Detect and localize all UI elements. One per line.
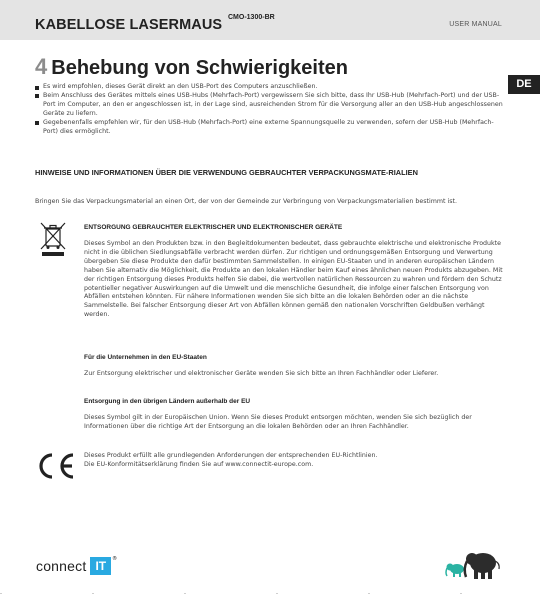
- product-title: KABELLOSE LASERMAUS: [35, 17, 223, 33]
- section-title: [35, 54, 348, 80]
- section-title-text: Behebung von Schwierigkeiten: [51, 57, 348, 79]
- packaging-heading: HINWEISE UND INFORMATIONEN ÜBER DIE VERWENDUNG GEBRAUCHTER VERPACKUNGSMATE-RIALIEN: [35, 168, 418, 177]
- logo-text: connect: [36, 558, 87, 574]
- logo-box: IT: [90, 557, 111, 575]
- ce-statement-line: Die EU-Konformitätserklärung finden Sie auf www.connectit-europe.com.: [84, 460, 314, 468]
- list-item: Es wird empfohlen, dieses Gerät direkt an den USB-Port des Computers anzuschließen.: [35, 83, 505, 92]
- manual-label: USER MANUAL: [449, 21, 502, 28]
- connect-it-logo: [36, 556, 117, 576]
- troubleshooting-list: [35, 83, 505, 136]
- section-number: 4: [35, 54, 48, 79]
- disposal-heading: ENTSORGUNG GEBRAUCHTER ELEKTRISCHER UND ELEKTRONISCHER GERÄTE: [84, 224, 343, 231]
- packaging-paragraph: Bringen Sie das Verpackungsmaterial an einen Ort, der von der Gemeinde zur Verbringung von Verpackungsmaterialien bestimmt ist.: [35, 198, 457, 205]
- registered-mark: ®: [112, 556, 118, 562]
- language-badge: DE: [508, 75, 540, 94]
- list-item: Gegebenenfalls empfehlen wir, für den USB-Hub (Mehrfach-Port) eine externe Spannungsquelle zu verwenden, sofern der USB-Hub (Mehrfach-Port) dies ermöglicht.: [35, 119, 505, 137]
- product-model: CMO-1300-BR: [228, 14, 275, 21]
- weee-crossed-bin-icon: [38, 220, 68, 258]
- non-eu-paragraph: Dieses Symbol gilt in der Europäischen Union. Wenn Sie dieses Produkt entsorgen möchten, wenden Sie sich bezüglich der Informationen über die richtige Art der Entsorgung an die lokalen Behörden oder an Ihren Fachhändler.: [84, 414, 472, 430]
- eu-companies-paragraph: Zur Entsorgung elektrischer und elektronischer Geräte wenden Sie sich bitte an Ihren Fachhändler oder Lieferer.: [84, 370, 439, 377]
- elephant-logo-icon: [445, 547, 505, 581]
- ce-statement-line: Dieses Produkt erfüllt alle grundlegenden Anforderungen der entsprechenden EU-Richtlinien.: [84, 452, 378, 459]
- ce-mark-icon: [34, 452, 76, 480]
- list-item: Beim Anschluss des Gerätes mittels eines USB-Hubs (Mehrfach-Port) vergewissern Sie sich bitte, dass Ihr USB-Hub (Mehrfach-Port) und der USB-Port im Computer, an den er angeschlossen ist, in der Lage sind, ausreichenden Strom für die Versorgung aller an den USB-Hub angeschlossenen Geräte zu liefern.: [35, 92, 505, 119]
- non-eu-heading: Entsorgung in den übrigen Ländern außerhalb der EU: [84, 398, 251, 405]
- page-header: [0, 0, 540, 40]
- footer-rule: [0, 593, 540, 594]
- eu-companies-heading: Für die Unternehmen in den EU-Staaten: [84, 354, 207, 361]
- ce-statement: [84, 452, 504, 470]
- disposal-paragraph: Dieses Symbol an den Produkten bzw. in den Begleitdokumenten bedeutet, dass gebrauchte elektrische und elektronische Produkte nicht in die üblichen Siedlungsabfälle verbracht werden dürfen. Zur richtigen und ordnungsgemäßen Entsorgung und Verwertung übergeben Sie diese Produkte den dafür bestimmten Sammelstellen. In einigen EU-Staaten und in anderen europäischen Ländern haben Sie alternativ die Möglichkeit, die Produkte an den lokalen Händler beim Kauf eines ähnlichen neuen Produkts abzugeben. Mit der richtigen Entsorgung dieses Produkts helfen Sie dabei, die wertvollen natürlichen Ressourcen zu wahren und fördern den Schutz potentieller negativer Auswirkungen auf die Umwelt und die menschliche Gesundheit, die infolge einer falschen Entsorgung von Abfällen entstehen könnten. Für nähere Informationen wenden Sie sich bitte an die lokalen Behörden oder an die nächste Sammelstelle. Bei falscher Entsorgung dieser Art von Abfällen können gemäß den nationalen Vorschriften Geldbußen verhängt werden.: [84, 240, 503, 319]
